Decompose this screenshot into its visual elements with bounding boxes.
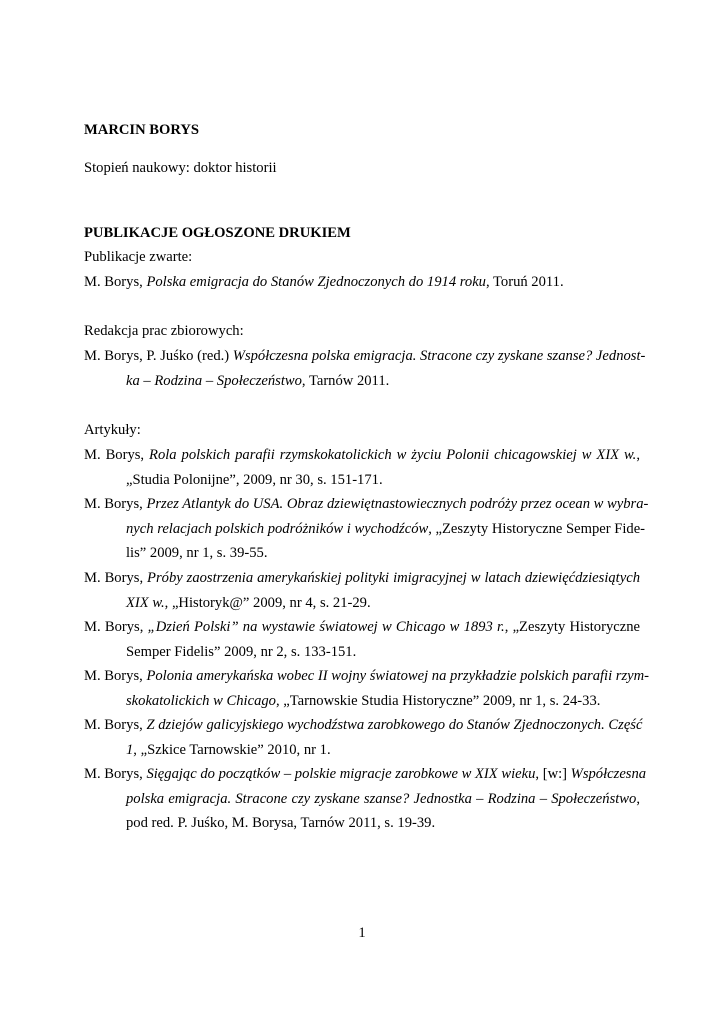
article-entry (84, 492, 649, 566)
italic-title-segment: Rola polskich parafii rzymskokatolickich w życiu Polonii chicagowskiej w XIX w. (149, 447, 637, 463)
text-segment: , Toruń 2011. (485, 274, 564, 290)
italic-title-segment: Sięgając do początków – polskie migracje zarobkowe w XIX wieku (146, 766, 536, 782)
section-title: PUBLIKACJE OGŁOSZONE DRUKIEM (84, 225, 351, 241)
italic-title-segment: Współczesna polska emigracja. Stracone czy zyskane szanse? Jednost- (232, 348, 646, 364)
article-entry (84, 762, 647, 836)
text-segment: M. Borys, (84, 668, 147, 684)
articles-label: Artykuły: (84, 422, 141, 438)
text-segment: M. Borys, (84, 496, 147, 512)
text-segment: lis” 2009, nr 1, s. 39-55. (126, 545, 268, 562)
text-segment: M. Borys, (84, 274, 147, 290)
page-number: 1 (358, 925, 366, 941)
article-entry (84, 713, 643, 762)
text-segment: , Tarnów 2011. (301, 372, 390, 389)
text-segment: M. Borys, (84, 619, 148, 635)
article-entry (84, 566, 640, 615)
entry-line (84, 443, 640, 468)
text-segment: , [w:] (535, 766, 571, 782)
entry-line (84, 369, 640, 394)
monograph-entry (84, 270, 640, 295)
entry-line (84, 713, 643, 738)
entry-line (84, 615, 640, 640)
italic-title-segment: ka – Rodzina – Społeczeństwo (126, 372, 302, 389)
italic-title-segment: Polonia amerykańska wobec II wojny światowej na przykładzie polskich parafii rzym- (146, 668, 650, 684)
italic-title-segment: Z dziejów galicyjskiego wychodźstwa zarobkowego do Stanów Zjednoczonych. Część (146, 717, 643, 733)
entry-line (84, 738, 640, 763)
italic-title-segment: XIX w. (126, 594, 165, 611)
text-segment: , „Szkice Tarnowskie” 2010, nr 1. (133, 741, 331, 758)
entry-line (84, 787, 640, 812)
italic-title-segment: skokatolickich w Chicago (126, 692, 276, 709)
entry-line (84, 762, 647, 787)
entry-line (84, 566, 640, 591)
text-segment: , „Zeszyty Historyczne (504, 619, 640, 635)
text-segment: , „Zeszyty Historyczne Semper Fide- (428, 520, 646, 537)
article-entry (84, 443, 640, 492)
entry-line (84, 344, 646, 369)
italic-title-segment: Przez Atlantyk do USA. Obraz dziewiętnastowiecznych podróży przez ocean w wybra- (146, 496, 649, 512)
article-entry (84, 615, 640, 664)
monographs-label: Publikacje zwarte: (84, 249, 193, 265)
entry-line (84, 541, 640, 566)
text-segment: pod red. P. Juśko, M. Borysa, Tarnów 2011, s. 19-39. (126, 815, 436, 832)
edited-works-label: Redakcja prac zbiorowych: (84, 323, 244, 339)
entry-line (84, 591, 640, 616)
entry-line (84, 270, 640, 295)
text-segment: , (636, 790, 640, 807)
text-segment: M. Borys, (84, 717, 147, 733)
article-entry (84, 664, 650, 713)
text-segment: M. Borys, (84, 447, 150, 463)
italic-title-segment: nych relacjach polskich podróżników i wychodźców (126, 520, 429, 537)
entry-line (84, 811, 640, 836)
entry-line (84, 492, 649, 517)
italic-title-segment: Próby zaostrzenia amerykańskiej polityki imigracyjnej w latach dziewięćdziesiątych (147, 570, 640, 586)
entry-line (84, 517, 646, 542)
italic-title-segment: „Dzień Polski” na wystawie światowej w Chicago w 1893 r. (147, 619, 505, 635)
text-segment: M. Borys, (84, 570, 148, 586)
italic-title-segment: polska emigracja. Stracone czy zyskane szanse? Jednostka – Rodzina – Społeczeństwo (126, 790, 637, 807)
text-segment: , „Historyk@” 2009, nr 4, s. 21-29. (164, 594, 371, 611)
academic-degree: Stopień naukowy: doktor historii (84, 160, 277, 176)
entry-line (84, 468, 640, 493)
entry-line (84, 664, 650, 689)
author-name: MARCIN BORYS (84, 122, 200, 138)
italic-title-segment: Współczesna (570, 766, 647, 782)
italic-title-segment: Polska emigracja do Stanów Zjednoczonych do 1914 roku (146, 274, 486, 290)
entry-line (84, 640, 640, 665)
text-segment: „Studia Polonijne”, 2009, nr 30, s. 151-171. (126, 471, 383, 488)
edited-work-entry (84, 344, 646, 393)
text-segment: M. Borys, (84, 766, 147, 782)
text-segment: M. Borys, P. Juśko (red.) (84, 348, 233, 364)
text-segment: Semper Fidelis” 2009, nr 2, s. 133-151. (126, 643, 357, 660)
entry-line (84, 689, 640, 714)
italic-title-segment: 1 (126, 741, 134, 758)
text-segment: , „Tarnowskie Studia Historyczne” 2009, nr 1, s. 24-33. (275, 692, 601, 709)
text-segment: , (636, 447, 640, 463)
